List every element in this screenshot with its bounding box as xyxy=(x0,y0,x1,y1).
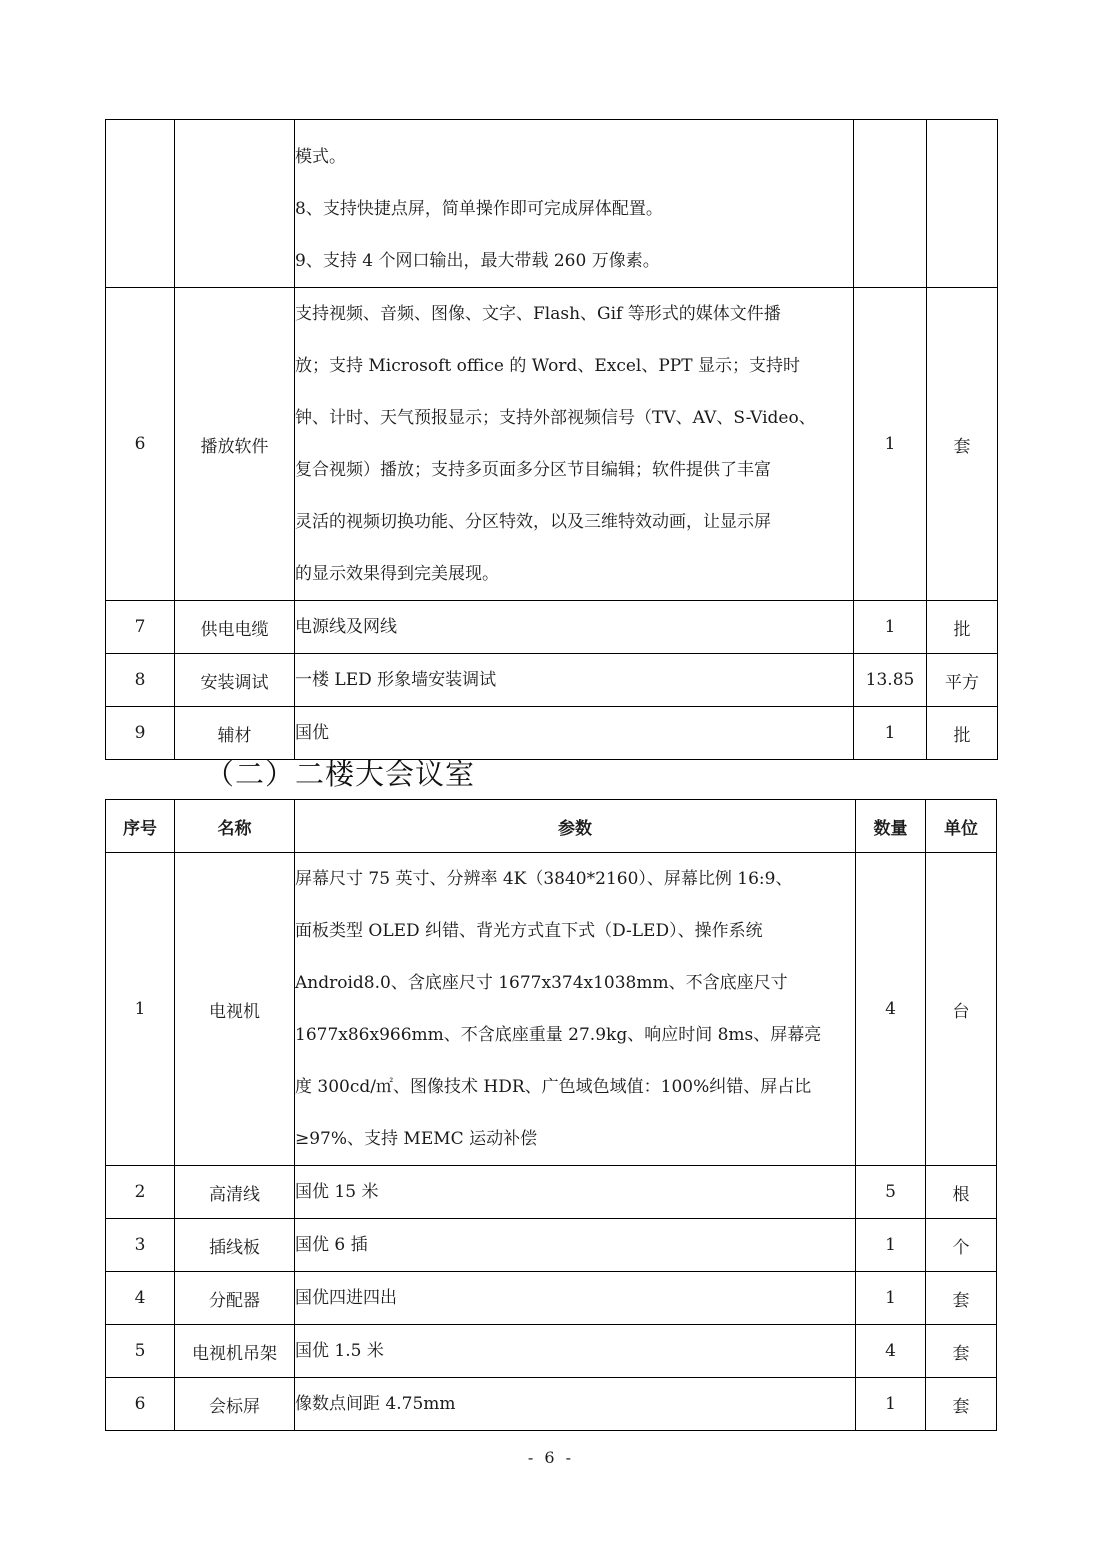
item-quantity: 4 xyxy=(856,1325,926,1378)
item-unit: 套 xyxy=(926,1272,997,1325)
item-unit: 个 xyxy=(926,1219,997,1272)
param-line: 灵活的视频切换功能、分区特效，以及三维特效动画，让显示屏 xyxy=(295,512,771,532)
param-line: 的显示效果得到完美展现。 xyxy=(295,564,499,584)
param-line: 支持视频、音频、图像、文字、Flash、Gif 等形式的媒体文件播 xyxy=(295,304,781,324)
item-quantity: 1 xyxy=(854,288,927,601)
item-params xyxy=(295,1325,856,1378)
param-line: 像数点间距 4.75mm xyxy=(295,1394,456,1414)
param-line: 国优 xyxy=(295,723,329,743)
param-line: 面板类型 OLED 纠错、背光方式直下式（D-LED）、操作系统 xyxy=(295,921,763,941)
item-name: 电视机 xyxy=(175,853,295,1166)
table-row xyxy=(106,1325,997,1378)
item-name: 高清线 xyxy=(175,1166,295,1219)
table-row xyxy=(106,1378,997,1431)
param-line: 一楼 LED 形象墙安装调试 xyxy=(295,670,497,690)
item-unit: 套 xyxy=(926,1325,997,1378)
page-number: - 6 - xyxy=(527,1448,575,1467)
item-params xyxy=(295,601,854,654)
param-line: 8、支持快捷点屏，简单操作即可完成屏体配置。 xyxy=(295,199,663,219)
row-number: 2 xyxy=(106,1166,175,1219)
param-line: 度 300cd/㎡、图像技术 HDR、广色域色域值：100%纠错、屏占比 xyxy=(295,1077,812,1097)
item-unit xyxy=(927,120,998,288)
item-name: 播放软件 xyxy=(175,288,295,601)
item-unit: 批 xyxy=(927,601,998,654)
param-line: 屏幕尺寸 75 英寸、分辨率 4K（3840*2160）、屏幕比例 16:9、 xyxy=(295,869,793,889)
table-row xyxy=(106,853,997,1166)
item-name: 插线板 xyxy=(175,1219,295,1272)
item-unit: 批 xyxy=(927,707,998,760)
table-row xyxy=(106,1219,997,1272)
param-line: 钟、计时、天气预报显示；支持外部视频信号（TV、AV、S-Video、 xyxy=(295,408,816,428)
row-number: 8 xyxy=(106,654,175,707)
header-qty: 数量 xyxy=(856,800,926,853)
item-name: 会标屏 xyxy=(175,1378,295,1431)
table-row xyxy=(106,1166,997,1219)
row-number: 5 xyxy=(106,1325,175,1378)
row-number: 7 xyxy=(106,601,175,654)
meeting-room-equipment-table xyxy=(105,799,997,1431)
item-params xyxy=(295,1272,856,1325)
item-quantity: 1 xyxy=(856,1378,926,1431)
item-name: 分配器 xyxy=(175,1272,295,1325)
item-params xyxy=(295,120,854,288)
section-title: （二）二楼大会议室 xyxy=(205,757,476,791)
table-header-row xyxy=(106,800,997,853)
row-number: 6 xyxy=(106,1378,175,1431)
item-name: 辅材 xyxy=(175,707,295,760)
item-name xyxy=(175,120,295,288)
table-row xyxy=(106,654,998,707)
item-unit: 套 xyxy=(926,1378,997,1431)
param-line: 9、支持 4 个网口输出，最大带载 260 万像素。 xyxy=(295,251,660,271)
equipment-table-continued xyxy=(105,119,998,760)
item-unit: 套 xyxy=(927,288,998,601)
table-row xyxy=(106,601,998,654)
item-quantity: 5 xyxy=(856,1166,926,1219)
item-quantity: 13.85 xyxy=(854,654,927,707)
param-line: 复合视频）播放；支持多页面多分区节目编辑；软件提供了丰富 xyxy=(295,460,771,480)
item-quantity: 1 xyxy=(854,601,927,654)
param-line: 国优四进四出 xyxy=(295,1288,397,1308)
item-quantity: 4 xyxy=(856,853,926,1166)
param-line: ≥97%、支持 MEMC 运动补偿 xyxy=(295,1129,538,1149)
row-number: 9 xyxy=(106,707,175,760)
table-row xyxy=(106,120,998,288)
header-params: 参数 xyxy=(295,800,856,853)
row-number: 1 xyxy=(106,853,175,1166)
item-params xyxy=(295,288,854,601)
item-quantity xyxy=(854,120,927,288)
param-line: Android8.0、含底座尺寸 1677x374x1038mm、不含底座尺寸 xyxy=(295,973,788,993)
header-no: 序号 xyxy=(106,800,175,853)
param-line: 国优 15 米 xyxy=(295,1182,379,1202)
param-line: 放；支持 Microsoft office 的 Word、Excel、PPT 显示；支持时 xyxy=(295,356,800,376)
item-name: 供电电缆 xyxy=(175,601,295,654)
item-unit: 平方 xyxy=(927,654,998,707)
item-name: 安装调试 xyxy=(175,654,295,707)
row-number xyxy=(106,120,175,288)
item-quantity: 1 xyxy=(856,1219,926,1272)
param-line: 国优 1.5 米 xyxy=(295,1341,384,1361)
row-number: 4 xyxy=(106,1272,175,1325)
param-line: 国优 6 插 xyxy=(295,1235,368,1255)
item-name: 电视机吊架 xyxy=(175,1325,295,1378)
item-unit: 根 xyxy=(926,1166,997,1219)
row-number: 6 xyxy=(106,288,175,601)
item-quantity: 1 xyxy=(854,707,927,760)
header-name: 名称 xyxy=(175,800,295,853)
item-params xyxy=(295,654,854,707)
param-line: 模式。 xyxy=(295,147,346,167)
item-params xyxy=(295,1219,856,1272)
item-params xyxy=(295,1378,856,1431)
header-unit: 单位 xyxy=(926,800,997,853)
item-params xyxy=(295,853,856,1166)
table-row xyxy=(106,288,998,601)
param-line: 1677x86x966mm、不含底座重量 27.9kg、响应时间 8ms、屏幕亮 xyxy=(295,1025,822,1045)
item-params xyxy=(295,1166,856,1219)
item-unit: 台 xyxy=(926,853,997,1166)
item-quantity: 1 xyxy=(856,1272,926,1325)
table-row xyxy=(106,1272,997,1325)
param-line: 电源线及网线 xyxy=(295,617,397,637)
row-number: 3 xyxy=(106,1219,175,1272)
